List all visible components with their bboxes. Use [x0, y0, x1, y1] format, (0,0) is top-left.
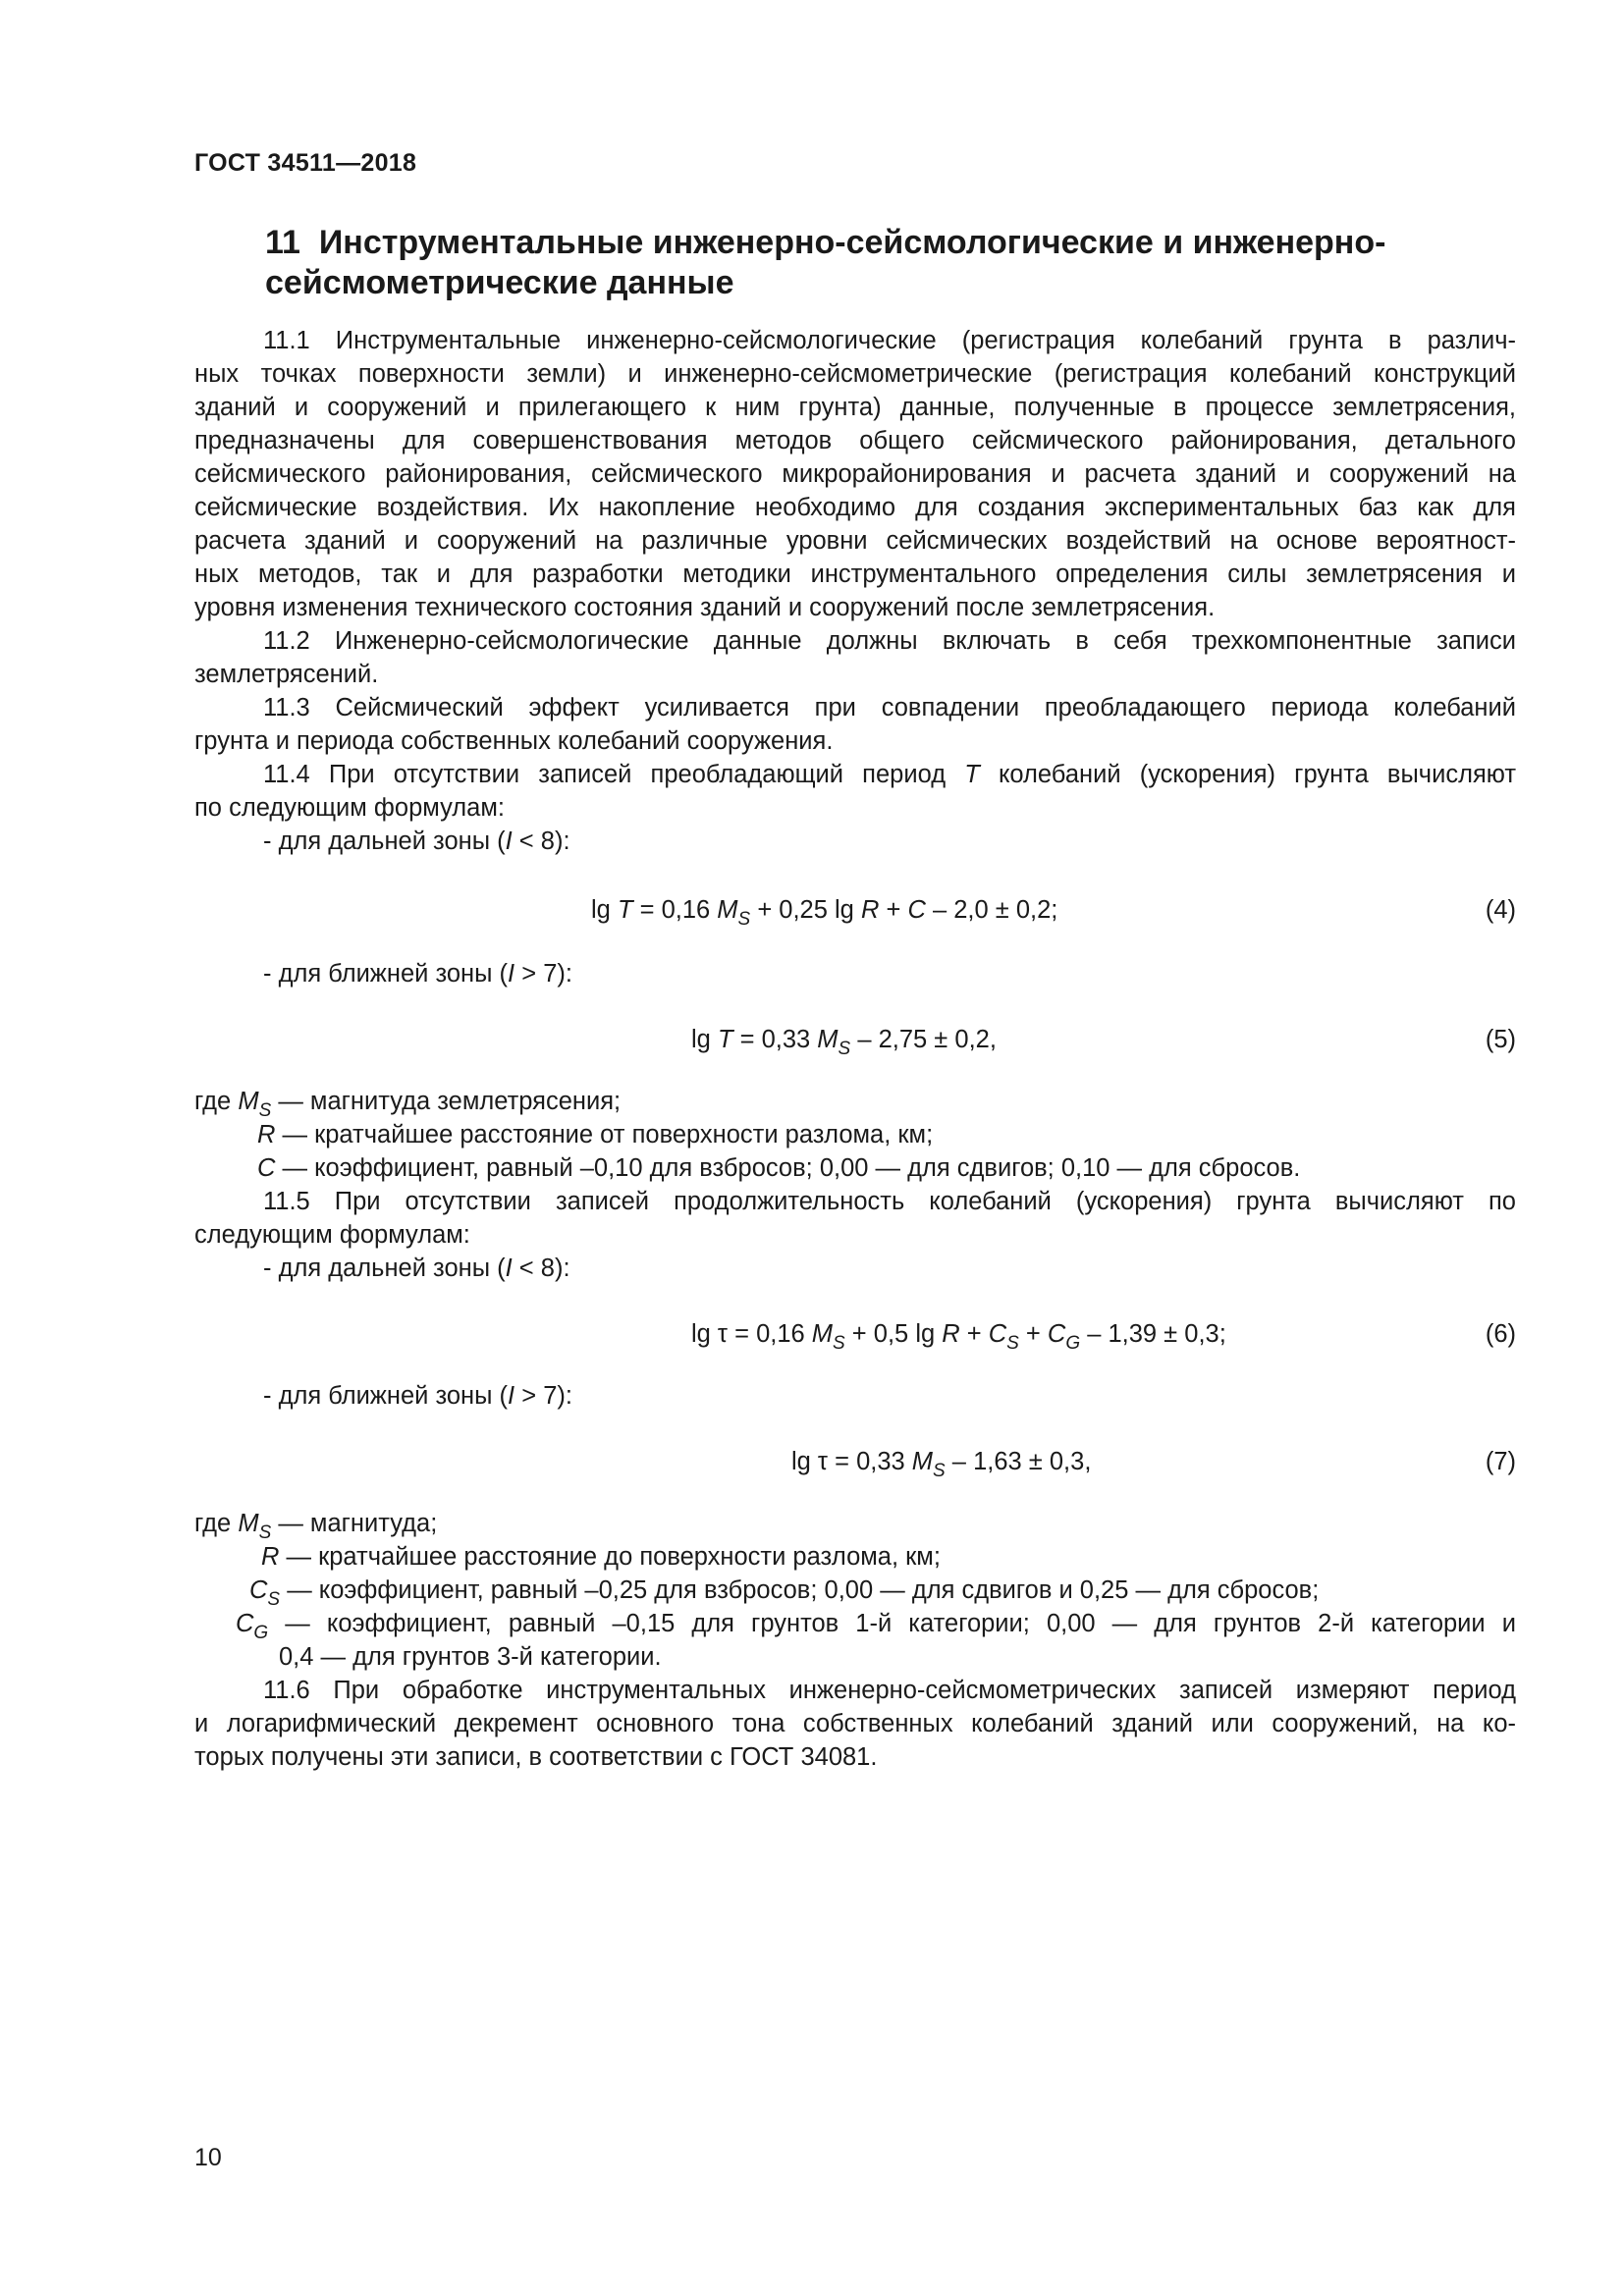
paragraph-11-6-line: и логарифмический декремент основного тона собственных колебаний зданий или сооружений, на ко- — [194, 1710, 1516, 1737]
paragraph-11-1-line: расчета зданий и сооружений на различные уровни сейсмических воздействий на основе вероятност- — [194, 527, 1516, 555]
where-definition: $C_G$ — коэффициент, равный –0,15 для грунтов 1-й категории; 0,00 — для грунтов 2-й категории и — [236, 1610, 1516, 1643]
paragraph-11-2-line: землетрясений. — [194, 661, 379, 688]
formula-6: lg τ = 0,16 $M_S + 0,5$ $\lg R + C_S + C_G - 1,39 \pm 0,3$; — [691, 1320, 1226, 1354]
paragraph-11-1-line: 11.1 Инструментальные инженерно-сейсмологические (регистрация колебаний грунта в различ- — [263, 327, 1516, 354]
section-number: 11 — [265, 224, 300, 261]
paragraph-11-6-line: 11.6 При обработке инструментальных инженерно-сейсмометрических записей измеряют период — [263, 1677, 1516, 1704]
paragraph-11-2-line: 11.2 Инженерно-сейсмологические данные должны включать в себя трехкомпонентные записи — [263, 627, 1516, 655]
where-definition: где $M_S$ — магнитуда землетрясения; — [194, 1088, 622, 1121]
formula-5: lg T = 0,33 $M_S - 2,75 \pm 0,2$, — [691, 1026, 997, 1059]
paragraph-11-5-line: 11.5 При отсутствии записей продолжительность колебаний (ускорения) грунта вычисляют по — [263, 1188, 1516, 1215]
paragraph-11-4-line: по следующим формулам: — [194, 794, 505, 822]
paragraph-11-6-line: торых получены эти записи, в соответствии с ГОСТ 34081. — [194, 1743, 878, 1771]
where-definition: R — кратчайшее расстояние до поверхности разлома, км; — [261, 1543, 941, 1571]
where-definition: 0,4 — для грунтов 3-й категории. — [279, 1643, 662, 1671]
paragraph-11-1-line: зданий и сооружений и прилегающего к ним грунта) данные, полученные в процессе землетрясения, — [194, 394, 1516, 421]
equation-number-6: (6) — [1485, 1320, 1516, 1348]
equation-number-5: (5) — [1485, 1026, 1516, 1053]
paragraph-11-1-line: ных методов, так и для разработки методики инструментального определения силы землетрясения и — [194, 561, 1516, 588]
far-zone-item: - для дальней зоны (I < 8): — [263, 1255, 570, 1282]
equation-number-4: (4) — [1485, 896, 1516, 924]
paragraph-11-1-line: предназначены для совершенствования методов общего сейсмического районирования, детального — [194, 427, 1516, 454]
section-title-line-1: 11 Инструментальные инженерно-сейсмологические и инженерно- — [265, 224, 1386, 261]
section-title-line-2: сейсмометрические данные — [265, 264, 734, 301]
where-definition: $C_S$ — коэффициент, равный –0,25 для взбросов; 0,00 — для сдвигов и 0,25 — для сбросов; — [249, 1576, 1320, 1610]
page-number: 10 — [194, 2144, 222, 2171]
where-definition: где $M_S$ — магнитуда; — [194, 1510, 438, 1543]
where-definition: R — кратчайшее расстояние от поверхности разлома, км; — [257, 1121, 934, 1148]
section-title — [265, 223, 1443, 303]
equation-number-7: (7) — [1485, 1448, 1516, 1475]
formula-7: lg τ = 0,33 $M_S - 1,63 \pm 0,3$, — [791, 1448, 1092, 1481]
paragraph-11-5-line: следующим формулам: — [194, 1221, 470, 1249]
far-zone-item: - для дальней зоны (I < 8): — [263, 828, 570, 855]
formula-4: lg T = 0,16 $M_S + 0,25$ lg R + C – 2,0 ± 0,2; — [591, 896, 1058, 930]
where-definition: C — коэффициент, равный –0,10 для взбросов; 0,00 — для сдвигов; 0,10 — для сбросов. — [257, 1154, 1301, 1182]
near-zone-item: - для ближней зоны (I > 7): — [263, 1382, 572, 1410]
paragraph-11-1-line: уровня изменения технического состояния зданий и сооружений после землетрясения. — [194, 594, 1216, 621]
paragraph-11-1-line: ных точках поверхности земли) и инженерно-сейсмометрические (регистрация колебаний конструкций — [194, 360, 1516, 388]
paragraph-11-3-line: грунта и периода собственных колебаний сооружения. — [194, 727, 834, 755]
paragraph-11-1-line: сейсмического районирования, сейсмического микрорайонирования и расчета зданий и сооружений на — [194, 460, 1516, 488]
paragraph-11-3-line: 11.3 Сейсмический эффект усиливается при совпадении преобладающего периода колебаний — [263, 694, 1516, 721]
paragraph-11-4-line: 11.4 При отсутствии записей преобладающий период T колебаний (ускорения) грунта вычисляют — [263, 761, 1517, 788]
document-code-header: ГОСТ 34511—2018 — [194, 149, 417, 177]
near-zone-item: - для ближней зоны (I > 7): — [263, 960, 572, 988]
paragraph-11-1-line: сейсмические воздействия. Их накопление необходимо для создания экспериментальных баз как для — [194, 494, 1516, 521]
